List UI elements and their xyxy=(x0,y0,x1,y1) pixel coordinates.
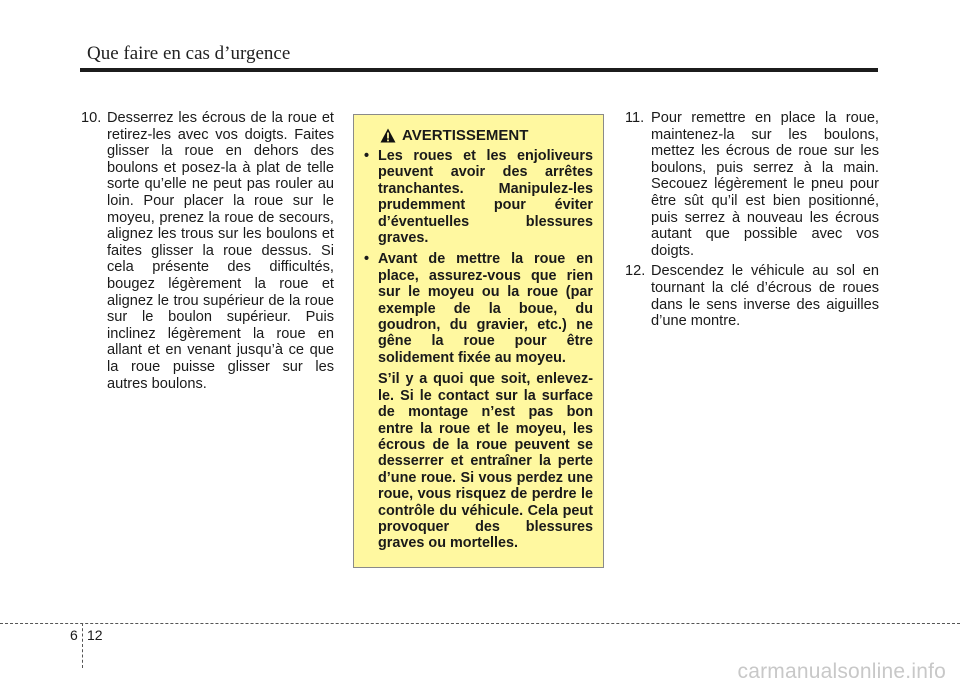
right-column xyxy=(625,110,879,330)
warning-header xyxy=(380,125,593,145)
step-12 xyxy=(625,263,879,329)
chapter-number: 6 xyxy=(70,627,78,643)
warning-triangle-icon xyxy=(380,128,396,143)
warning-paragraph: S’il y a quoi que soit, enlevez-le. Si le contact sur la surface de montage n’est pas bon entre la roue et le moyeu, les écrous de la roue peuvent se desserrer et entraîner la perte d’une roue. Si vous perdez une roue, vous risquez de perdre le contrôle du véhicule. Cela peut provoquer des blessures graves ou mortelles. xyxy=(378,371,593,552)
warning-title: AVERTISSEMENT xyxy=(402,126,529,144)
step-10 xyxy=(81,110,334,392)
footer-divider xyxy=(0,623,960,624)
bullet: • xyxy=(364,148,370,164)
page-header-title: Que faire en cas d’urgence xyxy=(87,43,291,64)
step-number: 11. xyxy=(625,110,645,126)
header-rule xyxy=(80,68,878,72)
step-text: Descendez le véhicule au sol en tournant la clé d’écrous de roues dans le sens inverse des aiguilles d’une montre. xyxy=(651,263,879,330)
step-number: 12. xyxy=(625,263,646,280)
bullet: • xyxy=(364,251,370,268)
warning-item-text: Les roues et les enjoliveurs peuvent avoir des arrêtes tranchantes. Manipulez-les prudemment pour éviter d’éventuelles blessures graves. xyxy=(378,148,593,247)
step-11 xyxy=(625,110,879,259)
left-column xyxy=(81,110,334,392)
footer-page-divider xyxy=(82,623,83,668)
page-number: 12 xyxy=(87,627,103,643)
step-number: 10. xyxy=(81,110,102,126)
warning-box xyxy=(353,114,604,568)
warning-item xyxy=(364,251,593,366)
step-text: Desserrez les écrous de la roue et retirez-les avec vos doigts. Faites glisser la roue en dehors des boulons et posez-la à plat de telle sorte qu’elle ne peut pas rouler au loin. Pour placer la roue sur le moyeu, prenez la roue de secours, alignez les trous sur les boulons et faites glisser la roue dessus. Si cela présente des difficultés, bougez légèrement la roue et alignez le trou supérieur de la roue sur le boulon supérieur. Puis inclinez légèrement la roue en allant et en venant jusqu’à ce que la roue puisse glisser sur les autres boulons. xyxy=(107,110,334,392)
watermark: carmanualsonline.info xyxy=(737,660,946,683)
warning-item-text: Avant de mettre la roue en place, assurez-vous que rien sur le moyeu ou la roue (par exemple de la boue, du goudron, du gravier, etc.) ne gêne la roue pour être solidement fixée au moyeu. xyxy=(378,251,593,366)
warning-item xyxy=(364,148,593,246)
step-text: Pour remettre en place la roue, maintenez-la sur les boulons, mettez les écrous de roue sur les boulons, puis serrez à la main. Secouez légèrement le pneu pour être sût qu’il est bien positionné, puis serrez à nouveau les écrous autant que possible avec vos doigts. xyxy=(651,110,879,259)
